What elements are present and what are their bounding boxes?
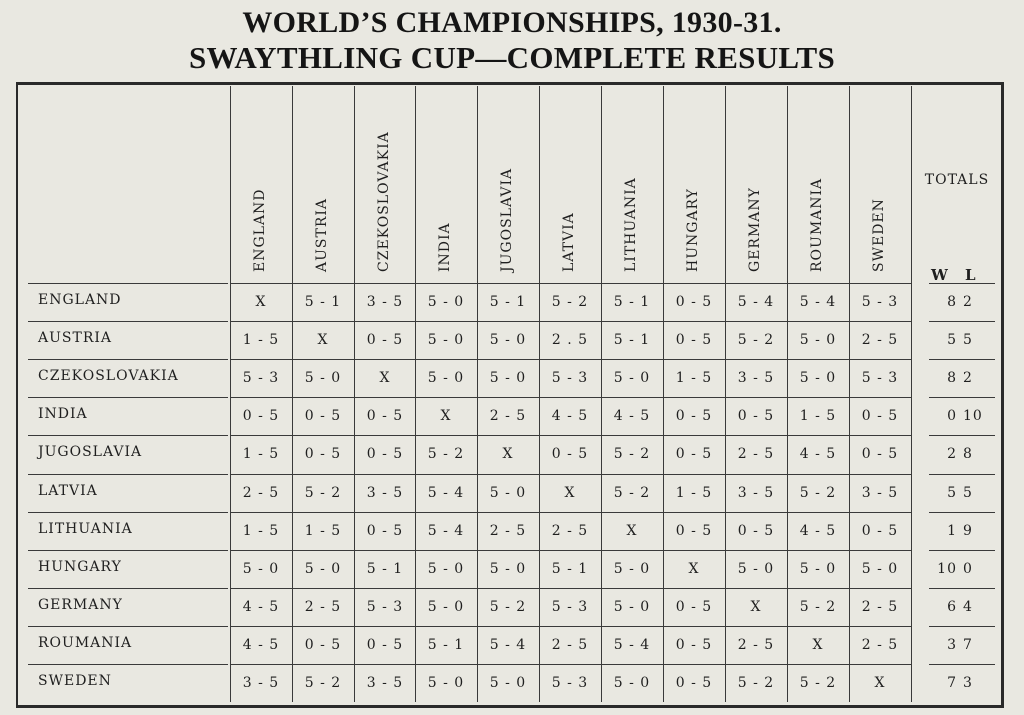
- row-divider: [28, 664, 228, 665]
- result-cell: 2 . 5: [551, 332, 589, 348]
- result-cell: 1 - 5: [799, 408, 837, 424]
- row-divider: [230, 664, 911, 665]
- row-divider: [230, 550, 911, 551]
- result-cell: 2 - 5: [861, 637, 899, 653]
- page-title: WORLD’S CHAMPIONSHIPS, 1930-31.: [242, 6, 782, 39]
- row-divider: [230, 321, 911, 322]
- row-divider: [929, 512, 995, 513]
- column-header-label: CZEKOSLOVAKIA: [376, 131, 392, 272]
- result-cell: X: [688, 561, 700, 577]
- result-cell: 0 - 5: [675, 637, 713, 653]
- result-cell: 0 - 5: [366, 637, 404, 653]
- column-header-label: LATVIA: [561, 212, 577, 272]
- result-cell: 5 - 2: [737, 675, 775, 691]
- result-cell: 0 - 5: [861, 523, 899, 539]
- row-label-roumania: ROUMANIA: [38, 635, 133, 651]
- result-cell: 5 - 2: [613, 485, 651, 501]
- result-cell: 4 - 5: [799, 523, 837, 539]
- result-cell: X: [502, 446, 514, 462]
- result-cell: 5 - 2: [737, 332, 775, 348]
- result-cell: X: [750, 599, 762, 615]
- column-header-lithuania: [601, 86, 661, 286]
- result-cell: 5 - 0: [427, 294, 465, 310]
- totals-lost: 7: [963, 637, 973, 653]
- result-cell: 2 - 5: [737, 637, 775, 653]
- column-header-label: AUSTRIA: [314, 197, 330, 272]
- result-cell: 0 - 5: [675, 332, 713, 348]
- result-cell: 3 - 5: [737, 370, 775, 386]
- result-cell: 2 - 5: [551, 523, 589, 539]
- result-cell: 0 - 5: [675, 523, 713, 539]
- result-cell: 5 - 4: [799, 294, 837, 310]
- totals-heading: TOTALS: [924, 172, 990, 188]
- result-cell: 5 - 0: [737, 561, 775, 577]
- result-cell: X: [379, 370, 391, 386]
- result-cell: 3 - 5: [366, 675, 404, 691]
- result-cell: 5 - 4: [489, 637, 527, 653]
- result-cell: 5 - 3: [551, 675, 589, 691]
- result-cell: 0 - 5: [737, 523, 775, 539]
- result-cell: 5 - 2: [489, 599, 527, 615]
- column-header-label: LITHUANIA: [623, 177, 639, 272]
- result-cell: 4 - 5: [551, 408, 589, 424]
- result-cell: 2 - 5: [242, 485, 280, 501]
- result-cell: 4 - 5: [613, 408, 651, 424]
- result-cell: 5 - 0: [304, 370, 342, 386]
- result-cell: 5 - 0: [799, 370, 837, 386]
- result-cell: 5 - 0: [613, 599, 651, 615]
- row-label-lithuania: LITHUANIA: [38, 521, 133, 537]
- result-cell: 5 - 2: [304, 675, 342, 691]
- totals-w-label: W: [931, 266, 948, 284]
- result-cell: X: [874, 675, 886, 691]
- row-label-sweden: SWEDEN: [38, 673, 112, 689]
- result-cell: 0 - 5: [675, 675, 713, 691]
- result-cell: 5 - 0: [799, 561, 837, 577]
- column-header-label: ENGLAND: [252, 188, 268, 272]
- result-cell: X: [564, 485, 576, 501]
- result-cell: 2 - 5: [489, 408, 527, 424]
- result-cell: 0 - 5: [675, 599, 713, 615]
- result-cell: 1 - 5: [675, 485, 713, 501]
- row-divider: [28, 435, 228, 436]
- page-subtitle: SWAYTHLING CUP—COMPLETE RESULTS: [188, 40, 836, 75]
- result-cell: 5 - 2: [799, 485, 837, 501]
- result-cell: 5 - 0: [799, 332, 837, 348]
- row-label-czekoslovakia: CZEKOSLOVAKIA: [38, 368, 179, 384]
- result-cell: 1 - 5: [242, 446, 280, 462]
- row-label-germany: GERMANY: [38, 597, 123, 613]
- totals-won: 6: [947, 599, 957, 615]
- column-header-austria: [292, 86, 352, 286]
- result-cell: 1 - 5: [242, 332, 280, 348]
- column-header-sweden: [849, 86, 909, 286]
- result-cell: 5 - 3: [551, 370, 589, 386]
- result-cell: 5 - 3: [861, 294, 899, 310]
- result-cell: 5 - 1: [366, 561, 404, 577]
- column-header-germany: [725, 86, 785, 286]
- totals-l-label: L: [965, 266, 976, 284]
- column-header-label: GERMANY: [747, 187, 763, 272]
- row-divider: [230, 512, 911, 513]
- column-header-label: ROUMANIA: [809, 177, 825, 272]
- row-label-austria: AUSTRIA: [38, 330, 113, 346]
- result-cell: 2 - 5: [861, 332, 899, 348]
- result-cell: 0 - 5: [861, 446, 899, 462]
- result-cell: 5 - 0: [427, 599, 465, 615]
- row-divider: [929, 588, 995, 589]
- result-cell: X: [317, 332, 329, 348]
- row-divider: [929, 321, 995, 322]
- result-cell: 5 - 0: [427, 370, 465, 386]
- result-cell: 5 - 2: [613, 446, 651, 462]
- column-header-india: [415, 86, 475, 286]
- result-cell: 5 - 0: [304, 561, 342, 577]
- result-cell: 3 - 5: [366, 294, 404, 310]
- totals-lost: 3: [963, 675, 973, 691]
- result-cell: 5 - 0: [242, 561, 280, 577]
- row-divider: [230, 474, 911, 475]
- column-header-hungary: [663, 86, 723, 286]
- result-cell: 5 - 0: [489, 561, 527, 577]
- totals-won: 5: [947, 485, 957, 501]
- result-cell: 2 - 5: [489, 523, 527, 539]
- result-cell: 0 - 5: [675, 446, 713, 462]
- result-cell: 5 - 0: [861, 561, 899, 577]
- result-cell: 0 - 5: [366, 523, 404, 539]
- result-cell: 0 - 5: [737, 408, 775, 424]
- row-divider: [929, 626, 995, 627]
- result-cell: 4 - 5: [242, 599, 280, 615]
- column-header-czekoslovakia: [354, 86, 414, 286]
- row-divider: [28, 474, 228, 475]
- result-cell: 0 - 5: [242, 408, 280, 424]
- result-cell: 5 - 0: [489, 370, 527, 386]
- result-cell: 5 - 1: [304, 294, 342, 310]
- result-cell: X: [812, 637, 824, 653]
- row-divider: [929, 435, 995, 436]
- row-divider: [230, 397, 911, 398]
- row-label-india: INDIA: [38, 406, 88, 422]
- result-cell: X: [255, 294, 267, 310]
- row-divider: [28, 321, 228, 322]
- totals-won: 0: [947, 408, 957, 424]
- totals-lost: 9: [963, 523, 973, 539]
- totals-lost: 2: [963, 370, 973, 386]
- result-cell: 5 - 2: [551, 294, 589, 310]
- result-cell: 0 - 5: [366, 446, 404, 462]
- totals-won: 5: [947, 332, 957, 348]
- totals-won: 8: [947, 294, 957, 310]
- result-cell: 5 - 0: [613, 675, 651, 691]
- totals-won: 2: [947, 446, 957, 462]
- result-cell: 0 - 5: [861, 408, 899, 424]
- row-divider: [929, 474, 995, 475]
- result-cell: X: [440, 408, 452, 424]
- result-cell: 0 - 5: [366, 332, 404, 348]
- totals-won: 1: [947, 523, 957, 539]
- row-divider: [929, 359, 995, 360]
- result-cell: 5 - 0: [427, 332, 465, 348]
- row-divider: [28, 588, 228, 589]
- row-label-latvia: LATVIA: [38, 483, 98, 499]
- result-cell: 5 - 1: [489, 294, 527, 310]
- totals-won: 8: [947, 370, 957, 386]
- result-cell: 1 - 5: [242, 523, 280, 539]
- result-cell: 5 - 1: [613, 294, 651, 310]
- result-cell: 2 - 5: [551, 637, 589, 653]
- result-cell: 5 - 0: [427, 561, 465, 577]
- column-header-jugoslavia: [477, 86, 537, 286]
- row-divider: [929, 550, 995, 551]
- totals-lost: 10: [963, 408, 983, 424]
- row-divider: [28, 397, 228, 398]
- row-divider: [230, 359, 911, 360]
- column-header-label: JUGOSLAVIA: [499, 167, 515, 272]
- result-cell: 5 - 0: [489, 485, 527, 501]
- column-header-label: INDIA: [437, 222, 453, 272]
- result-cell: 5 - 0: [489, 675, 527, 691]
- result-cell: 5 - 1: [613, 332, 651, 348]
- row-divider: [230, 588, 911, 589]
- column-header-roumania: [787, 86, 847, 286]
- result-cell: 0 - 5: [551, 446, 589, 462]
- result-cell: 5 - 2: [304, 485, 342, 501]
- result-cell: 5 - 4: [427, 523, 465, 539]
- result-cell: 3 - 5: [861, 485, 899, 501]
- result-cell: 3 - 5: [242, 675, 280, 691]
- result-cell: 4 - 5: [799, 446, 837, 462]
- row-divider: [230, 435, 911, 436]
- row-divider: [929, 664, 995, 665]
- result-cell: 0 - 5: [304, 446, 342, 462]
- row-divider: [28, 626, 228, 627]
- result-cell: 5 - 3: [861, 370, 899, 386]
- row-divider: [230, 626, 911, 627]
- result-cell: 5 - 3: [551, 599, 589, 615]
- row-label-england: ENGLAND: [38, 292, 122, 308]
- result-cell: 0 - 5: [675, 294, 713, 310]
- result-cell: 0 - 5: [366, 408, 404, 424]
- result-cell: 3 - 5: [737, 485, 775, 501]
- result-cell: 5 - 2: [799, 675, 837, 691]
- result-cell: 5 - 0: [427, 675, 465, 691]
- row-divider: [28, 359, 228, 360]
- result-cell: 5 - 3: [366, 599, 404, 615]
- result-cell: 5 - 4: [737, 294, 775, 310]
- result-cell: 5 - 1: [551, 561, 589, 577]
- totals-lost: 5: [963, 485, 973, 501]
- row-divider: [929, 397, 995, 398]
- result-cell: X: [626, 523, 638, 539]
- row-label-hungary: HUNGARY: [38, 559, 122, 575]
- row-label-jugoslavia: JUGOSLAVIA: [38, 444, 143, 460]
- result-cell: 1 - 5: [304, 523, 342, 539]
- totals-lost: 0: [963, 561, 973, 577]
- result-cell: 5 - 0: [613, 561, 651, 577]
- result-cell: 3 - 5: [366, 485, 404, 501]
- row-divider: [28, 283, 228, 284]
- result-cell: 5 - 0: [613, 370, 651, 386]
- column-header-label: HUNGARY: [685, 188, 701, 272]
- result-cell: 5 - 3: [242, 370, 280, 386]
- result-cell: 5 - 1: [427, 637, 465, 653]
- result-cell: 0 - 5: [304, 408, 342, 424]
- totals-lost: 4: [963, 599, 973, 615]
- result-cell: 1 - 5: [675, 370, 713, 386]
- result-cell: 2 - 5: [304, 599, 342, 615]
- totals-won: 10: [937, 561, 957, 577]
- result-cell: 5 - 2: [427, 446, 465, 462]
- row-divider: [28, 512, 228, 513]
- column-header-latvia: [539, 86, 599, 286]
- totals-won: 3: [947, 637, 957, 653]
- column-header-england: [230, 86, 290, 286]
- totals-won: 7: [947, 675, 957, 691]
- result-cell: 5 - 4: [427, 485, 465, 501]
- result-cell: 4 - 5: [242, 637, 280, 653]
- row-divider: [28, 550, 228, 551]
- result-cell: 2 - 5: [861, 599, 899, 615]
- result-cell: 5 - 4: [613, 637, 651, 653]
- totals-lost: 8: [963, 446, 973, 462]
- column-header-label: SWEDEN: [871, 198, 887, 272]
- result-cell: 0 - 5: [675, 408, 713, 424]
- result-cell: 5 - 2: [799, 599, 837, 615]
- totals-lost: 5: [963, 332, 973, 348]
- result-cell: 2 - 5: [737, 446, 775, 462]
- totals-lost: 2: [963, 294, 973, 310]
- result-cell: 5 - 0: [489, 332, 527, 348]
- result-cell: 0 - 5: [304, 637, 342, 653]
